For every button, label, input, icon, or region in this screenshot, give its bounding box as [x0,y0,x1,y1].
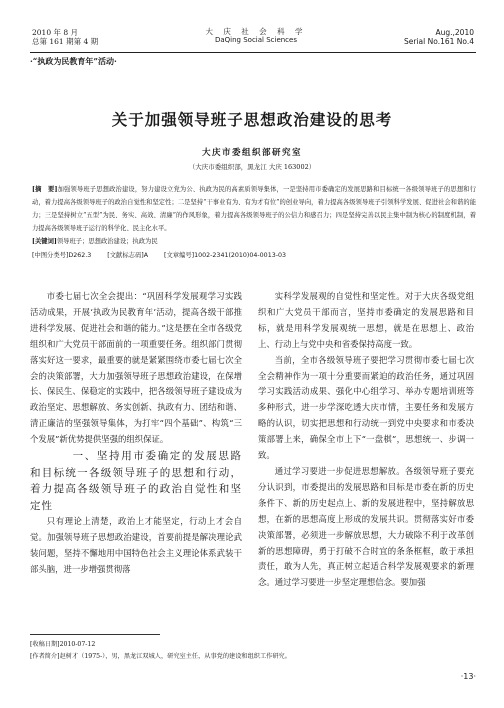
body-paragraph: 实科学发展观的自觉性和坚定性。对于大庆各级党组织和广大党员干部而言，坚持市委确定的发展思路和目标，就是用科学发展观统一思想，就是在思想上、政治上、行动上与党中央和省委保持高度一致。 [258,291,474,349]
clc-number: [中图分类号]D262.3 [32,252,92,259]
author-affiliation: （大庆市委组织部，黑龙江 大庆 163002） [188,163,316,171]
abstract [32,184,476,236]
page-number: ·13· [460,672,476,681]
header-date: 2010 年 8 月 [32,28,79,37]
article-number: [文章编号]1002-2341(2010)04-0013-03 [164,252,286,259]
journal-name-block [176,27,336,45]
header-serial-en: Serial No.161 No.4 [404,37,474,46]
body-paragraph: 当前，全市各级领导班子要把学习贯彻市委七届七次全会精神作为一项十分重要而紧迫的政治任务，通过巩固学习实践活动成果、强化中心组学习、举办专题培训班等多种形式，进一步学深吃透大庆市情，主要任务和发展方略的认识，切实把思想和行动统一到党中央要求和市委决策部署上来，确保全市上下“一盘棋”，思想统一、步调一致。 [258,354,474,461]
journal-name-en: DaQing Social Sciences [214,36,297,44]
body-column-left [30,289,242,578]
body-paragraph: 市委七届七次全会提出：“巩固科学发展观学习实践活动成果，开展‘执政为民教育年’活动，提高各级干部推进科学发展、促进社会和谐的能力。”这是摆在全市各级党组织和广大党员干部面前的一项重要任务。组织部门贯彻落实好这一要求，最重要的就是紧紧围绕市委七届七次全会的决策部署，大力加强领导班子思想政治建设，在保增长、保民生、保稳定的实践中，把各级领导班子建设成为政治坚定、思想解放、务实创新、执政有力、团结和谐、清正廉洁的坚强领导集体，为打牢“四个基础”、构筑“三个发展”新优势提供坚强的组织保证。 [30,291,242,445]
footnote-author-intro: [作者简介]赵树才（1975-），男，黑龙江双城人，研究室主任，从事党的建设和组织工作研究。 [30,653,291,660]
header-date-en: Aug.,2010 [435,28,474,37]
keywords-label: [关键词] [32,238,57,245]
document-code: [文献标志码]A [107,252,149,259]
header-rule [30,52,476,53]
body-column-right [258,289,474,591]
section-tag: ·“执政为民教育年”活动· [30,56,117,66]
classification-line [32,250,300,259]
footnote-received-date: [收稿日期]2010-07-12 [30,641,96,648]
journal-date-block [32,28,98,46]
keywords-text: 领导班子；思想政治建设；执政为民 [56,238,158,245]
body-paragraph: 通过学习要进一步促进思想解放。各级领导班子要充分认识到，市委提出的发展思路和目标是市委在新的历史条件下、新的历史起点上、新的发展进程中，坚持解放思想，在新的思想高度上形成的发展共识。贯彻落实好市委决策部署，必须进一步解放思想，大力破除不利于改革创新的思想障碍，勇于打破不合时宜的条条框框，敢于承担责任，敢为人先，真正树立起适合科学发展观要求的新理念。通过学习要进一步坚定理想信念。要加强 [258,465,474,588]
footnote-rule [30,634,160,635]
abstract-text: 加强领导班子思想政治建设，努力建设立党为公、执政为民的高素质领导集体，一是坚持用市委确定的发展思路和目标统一各级领导班子的思想和行动，着力提高各级领导班子的政治自觉性和坚定性；二是坚持“干事业有为、有为才有位”的创业导向，着力提高各级领导班子引领科学发展、促进社会和谐的能力；三是坚持树立“五型”为民、务实、高效、清廉”的作风形象，着力提高各级领导班子的公信力和感召力；四是坚持完善以民主集中制为核心的制度机制，着力提高各级领导班子运行的科学化、民主化水平。 [32,186,476,232]
body-paragraph: 只有理论上清楚，政治上才能坚定，行动上才会自觉。加强领导班子思想政治建设，首要前提是解决理论武装问题，坚持不懈地用中国特色社会主义理论体系武装干部头脑，进一步增强贯彻落 [30,516,242,574]
journal-serial-block [404,28,474,46]
keywords [32,236,158,245]
article-title: 关于加强领导班子思想政治建设的思考 [111,110,393,129]
article-author: 大庆市委组织部研究室 [201,148,302,158]
section-heading: 一、坚持用市委确定的发展思路和目标统一各级领导班子的思想和行动，着力提高各级领导班子的政治自觉性和坚定性 [30,450,242,512]
header-issue: 总第 161 期第 4 期 [32,37,99,46]
abstract-label: [摘 要] [32,186,58,193]
journal-name-cn: 大 庆 社 会 科 学 [205,27,307,36]
